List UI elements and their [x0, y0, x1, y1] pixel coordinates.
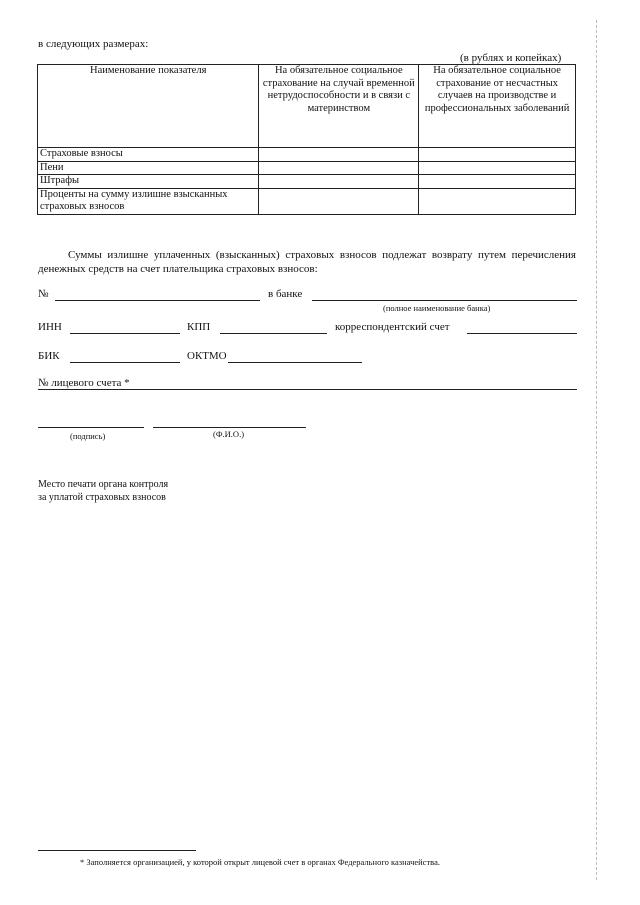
bank-label: в банке	[268, 288, 303, 300]
units-note: (в рублях и копейках)	[460, 52, 562, 64]
signature-caption: (подпись)	[70, 431, 106, 441]
bik-label: БИК	[38, 350, 60, 362]
row-label: Страховые взносы	[38, 148, 259, 162]
table-cell[interactable]	[419, 161, 576, 175]
oktmo-field[interactable]	[228, 362, 362, 363]
footnote-separator	[38, 850, 196, 851]
row-label: Штрафы	[38, 175, 259, 189]
table-cell[interactable]	[259, 188, 419, 214]
intro-text: в следующих размерах:	[38, 38, 149, 50]
scan-edge-mark	[596, 20, 597, 880]
header-indicator-name: Наименование показателя	[38, 65, 259, 148]
table-cell[interactable]	[419, 148, 576, 162]
header-temporary-disability: На обязательное социальное страхование на случай временной нетрудоспособности и в связи с материнством	[259, 65, 419, 148]
kpp-field[interactable]	[220, 333, 327, 334]
table-row	[38, 175, 576, 189]
stamp-place-line2: за уплатой страховых взносов	[38, 492, 166, 503]
signature-field[interactable]	[38, 427, 144, 428]
row-label: Пени	[38, 161, 259, 175]
kpp-label: КПП	[187, 321, 211, 333]
table-cell[interactable]	[259, 161, 419, 175]
account-number-label: №	[38, 288, 49, 300]
table-cell[interactable]	[259, 175, 419, 189]
corr-account-field[interactable]	[467, 333, 577, 334]
account-number-field[interactable]	[55, 300, 260, 301]
table-row	[38, 188, 576, 214]
table-header-row	[38, 65, 576, 148]
row-label: Проценты на сумму излишне взысканных страховых взносов	[38, 188, 259, 214]
bank-name-field[interactable]	[312, 300, 577, 301]
footnote-text: * Заполняется организацией, у которой открыт лицевой счет в органах Федерального казначейства.	[80, 857, 440, 867]
personal-account-field[interactable]	[38, 389, 577, 390]
header-accidents-insurance: На обязательное социальное страхование от несчастных случаев на производстве и профессиональных заболеваний	[419, 65, 576, 148]
bik-field[interactable]	[70, 362, 180, 363]
table-cell[interactable]	[259, 148, 419, 162]
stamp-place-line1: Место печати органа контроля	[38, 479, 169, 490]
table-row	[38, 161, 576, 175]
inn-label: ИНН	[38, 321, 62, 333]
bank-caption: (полное наименование банка)	[383, 303, 491, 313]
amounts-table	[37, 64, 576, 215]
inn-field[interactable]	[70, 333, 180, 334]
table-row	[38, 148, 576, 162]
full-name-caption: (Ф.И.О.)	[213, 429, 245, 439]
refund-paragraph: Суммы излишне уплаченных (взысканных) страховых взносов подлежат возврату путем перечисления денежных средств на счет плательщика страховых взносов:	[38, 249, 576, 275]
full-name-field[interactable]	[153, 427, 306, 428]
oktmo-label: ОКТМО	[187, 350, 227, 362]
personal-account-label: № лицевого счета *	[38, 377, 130, 389]
corr-account-label: корреспондентский счет	[335, 321, 450, 333]
table-cell[interactable]	[419, 188, 576, 214]
table-cell[interactable]	[419, 175, 576, 189]
